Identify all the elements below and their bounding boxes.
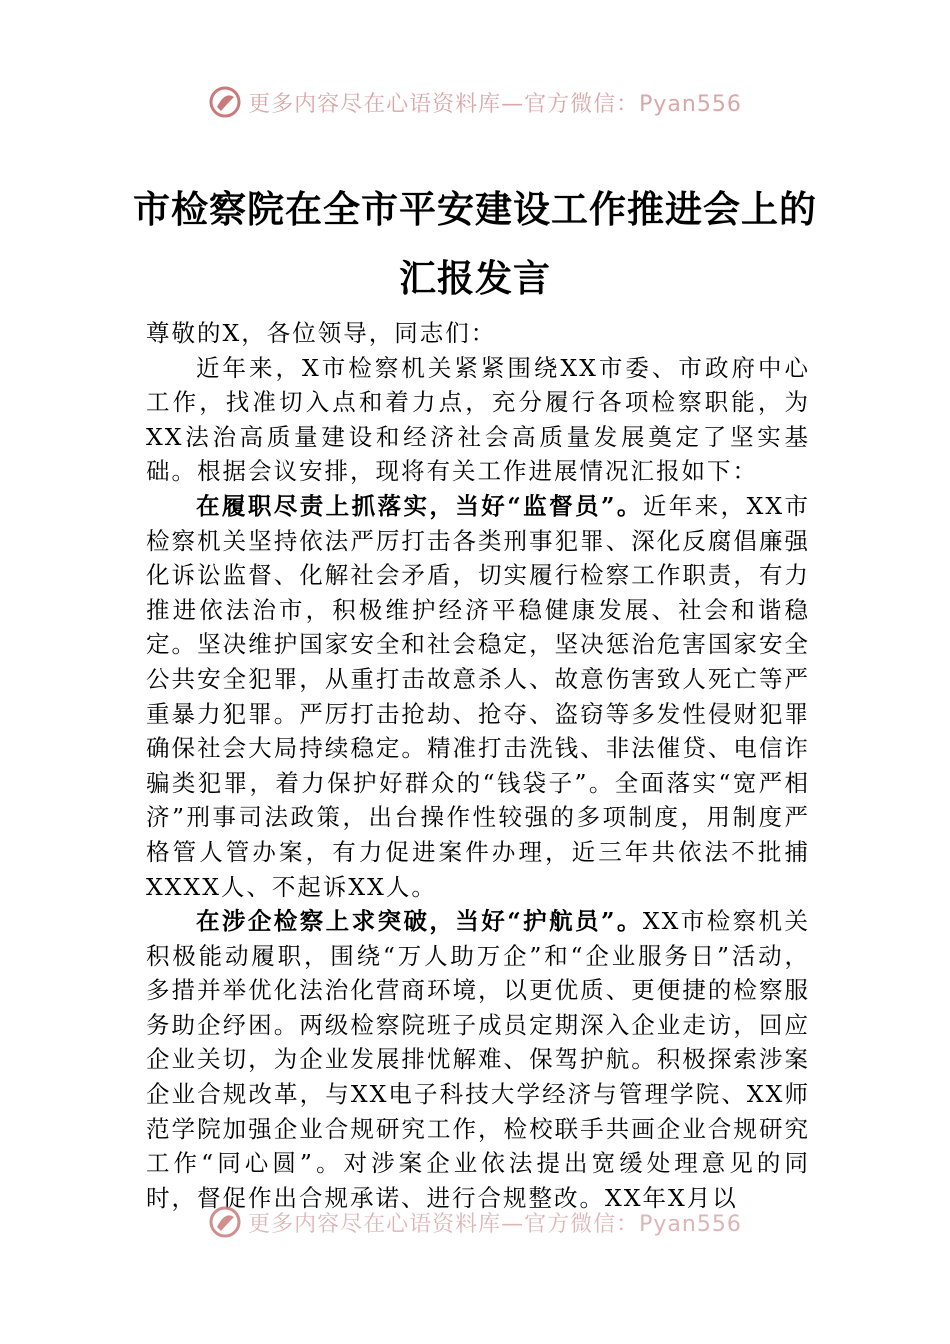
document-title-line-2: 汇报发言 <box>399 256 551 300</box>
watermark-text: 更多内容尽在心语资料库—官方微信：Pyan556 <box>248 1211 742 1237</box>
watermark-text: 更多内容尽在心语资料库—官方微信：Pyan556 <box>248 91 742 117</box>
salutation: 尊敬的X，各位领导，同志们： <box>146 319 497 347</box>
section-paragraph <box>146 489 810 904</box>
section-paragraph <box>146 904 810 1215</box>
watermark-header <box>0 82 950 122</box>
section-text: XX市检察机关积极能动履职，围绕“万人助万企”和“企业服务日”活动，多措并举优化法治化营商环境，以更优质、更便捷的检察服务助企纾困。两级检察院班子成员定期深入企业走访，回应企业关切，为企业发展排忧解难、保驾护航。积极探索涉案企业合规改革，与XX电子科技大学经济与管理学院、XX师范学院加强企业合规研究工作，检校联手共画企业合规研究工作“同心圆”。对涉案企业依法提出宽缓处理意见的同时，督促作出合规承诺、进行合规整改。XX年X月以 <box>146 907 810 1212</box>
document-title-line-1: 市检察院在全市平安建设工作推进会上的 <box>133 187 817 231</box>
intro-paragraph: 近年来，X市检察机关紧紧围绕XX市委、市政府中心工作，找准切入点和着力点，充分履行各项检察职能，为XX法治高质量建设和经济社会高质量发展奠定了坚实基础。根据会议安排，现将有关工作进展情况汇报如下： <box>146 353 810 486</box>
section-heading: 在涉企检察上求突破，当好“护航员”。 <box>196 907 643 936</box>
watermark-footer <box>0 1202 950 1242</box>
section-heading: 在履职尽责上抓落实，当好“监督员”。 <box>196 491 643 520</box>
brand-logo-icon <box>208 1205 242 1239</box>
document-body <box>146 316 810 1215</box>
brand-logo-icon <box>208 85 242 119</box>
section-text: 近年来，XX市检察机关坚持依法严厉打击各类刑事犯罪、深化反腐倡廉强化诉讼监督、化解社会矛盾，切实履行检察工作职责，有力推进依法治市，积极维护经济平稳健康发展、社会和谐稳定。坚决维护国家安全和社会稳定，坚决惩治危害国家安全公共安全犯罪，从重打击故意杀人、故意伤害致人死亡等严重暴力犯罪。严厉打击抢劫、抢夺、盗窃等多发性侵财犯罪确保社会大局持续稳定。精准打击洗钱、非法催贷、电信诈骗类犯罪，着力保护好群众的“钱袋子”。全面落实“宽严相济”刑事司法政策，出台操作性较强的多项制度，用制度严格管人管办案，有力促进案件办理，近三年共依法不批捕XXXX人、不起诉XX人。 <box>146 491 810 901</box>
